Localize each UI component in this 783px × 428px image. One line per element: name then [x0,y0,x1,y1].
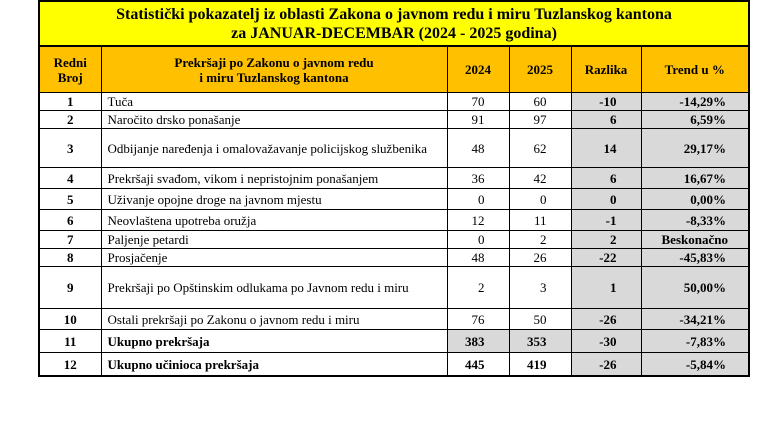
row-description: Neovlaštena upotreba oružja [101,210,447,231]
header-2025: 2025 [509,46,571,93]
row-2025: 62 [509,129,571,168]
row-description: Prekršaji po Opštinskim odlukama po Javnom redu i miru [101,267,447,309]
row-2024: 76 [447,309,509,330]
statistics-table [38,0,750,377]
row-description: Naročito drsko ponašanje [101,111,447,129]
row-no: 2 [39,111,101,129]
table-row [39,231,749,249]
row-diff: 6 [571,168,641,189]
total-row [39,330,749,353]
row-diff: -26 [571,353,641,377]
row-description: Uživanje opojne droge na javnom mjestu [101,189,447,210]
row-2025: 353 [509,330,571,353]
row-trend: Beskonačno [641,231,749,249]
table-row [39,93,749,111]
row-2024: 0 [447,189,509,210]
row-description: Ukupno učinioca prekršaja [101,353,447,377]
row-no: 6 [39,210,101,231]
header-trend: Trend u % [641,46,749,93]
row-no: 5 [39,189,101,210]
row-description: Ukupno prekršaja [101,330,447,353]
statistics-table-container [38,0,748,377]
row-diff: -10 [571,93,641,111]
row-2024: 2 [447,267,509,309]
row-2025: 60 [509,93,571,111]
row-trend: 0,00% [641,189,749,210]
row-trend: 50,00% [641,267,749,309]
header-row [39,46,749,93]
row-no: 10 [39,309,101,330]
header-description [101,46,447,93]
row-2025: 42 [509,168,571,189]
row-trend: -45,83% [641,249,749,267]
header-desc-line-1: Prekršaji po Zakonu o javnom redu [174,54,374,70]
header-diff: Razlika [571,46,641,93]
row-2025: 0 [509,189,571,210]
row-2025: 2 [509,231,571,249]
row-diff: -22 [571,249,641,267]
row-2024: 91 [447,111,509,129]
row-no: 11 [39,330,101,353]
row-2024: 383 [447,330,509,353]
row-2024: 0 [447,231,509,249]
row-no: 3 [39,129,101,168]
table-row [39,168,749,189]
table-row [39,129,749,168]
row-no: 7 [39,231,101,249]
header-desc-line-2: i miru Tuzlanskog kantona [199,69,349,85]
row-diff: -30 [571,330,641,353]
row-no: 1 [39,93,101,111]
row-trend: -8,33% [641,210,749,231]
table-row [39,267,749,309]
row-no: 4 [39,168,101,189]
row-no: 9 [39,267,101,309]
header-no: Redni Broj [39,46,101,93]
row-diff: 1 [571,267,641,309]
row-no: 8 [39,249,101,267]
row-2024: 48 [447,249,509,267]
row-2025: 97 [509,111,571,129]
row-description: Paljenje petardi [101,231,447,249]
row-diff: 14 [571,129,641,168]
row-trend: 6,59% [641,111,749,129]
row-2024: 36 [447,168,509,189]
row-2025: 3 [509,267,571,309]
table-title [39,1,749,46]
row-trend: -7,83% [641,330,749,353]
row-2024: 445 [447,353,509,377]
table-row [39,189,749,210]
table-row [39,210,749,231]
row-diff: -1 [571,210,641,231]
row-diff: 0 [571,189,641,210]
row-trend: 29,17% [641,129,749,168]
row-description: Prosjačenje [101,249,447,267]
row-no: 12 [39,353,101,377]
row-diff: 2 [571,231,641,249]
total-row [39,353,749,377]
row-diff: -26 [571,309,641,330]
row-description: Tuča [101,93,447,111]
title-line-1: Statistički pokazatelj iz oblasti Zakona o javnom redu i miru Tuzlanskog kantona [116,6,672,23]
table-row [39,309,749,330]
title-line-2: za JANUAR-DECEMBAR (2024 - 2025 godina) [231,25,557,42]
row-trend: 16,67% [641,168,749,189]
row-description: Ostali prekršaji po Zakonu o javnom redu i miru [101,309,447,330]
row-2025: 26 [509,249,571,267]
row-2025: 11 [509,210,571,231]
row-2024: 12 [447,210,509,231]
table-row [39,249,749,267]
row-2025: 50 [509,309,571,330]
row-trend: -5,84% [641,353,749,377]
row-2024: 70 [447,93,509,111]
row-trend: -14,29% [641,93,749,111]
row-description: Prekršaji svađom, vikom i nepristojnim ponašanjem [101,168,447,189]
row-description: Odbijanje naređenja i omalovažavanje policijskog službenika [101,129,447,168]
table-row [39,111,749,129]
header-2024: 2024 [447,46,509,93]
row-2025: 419 [509,353,571,377]
row-2024: 48 [447,129,509,168]
row-trend: -34,21% [641,309,749,330]
row-diff: 6 [571,111,641,129]
